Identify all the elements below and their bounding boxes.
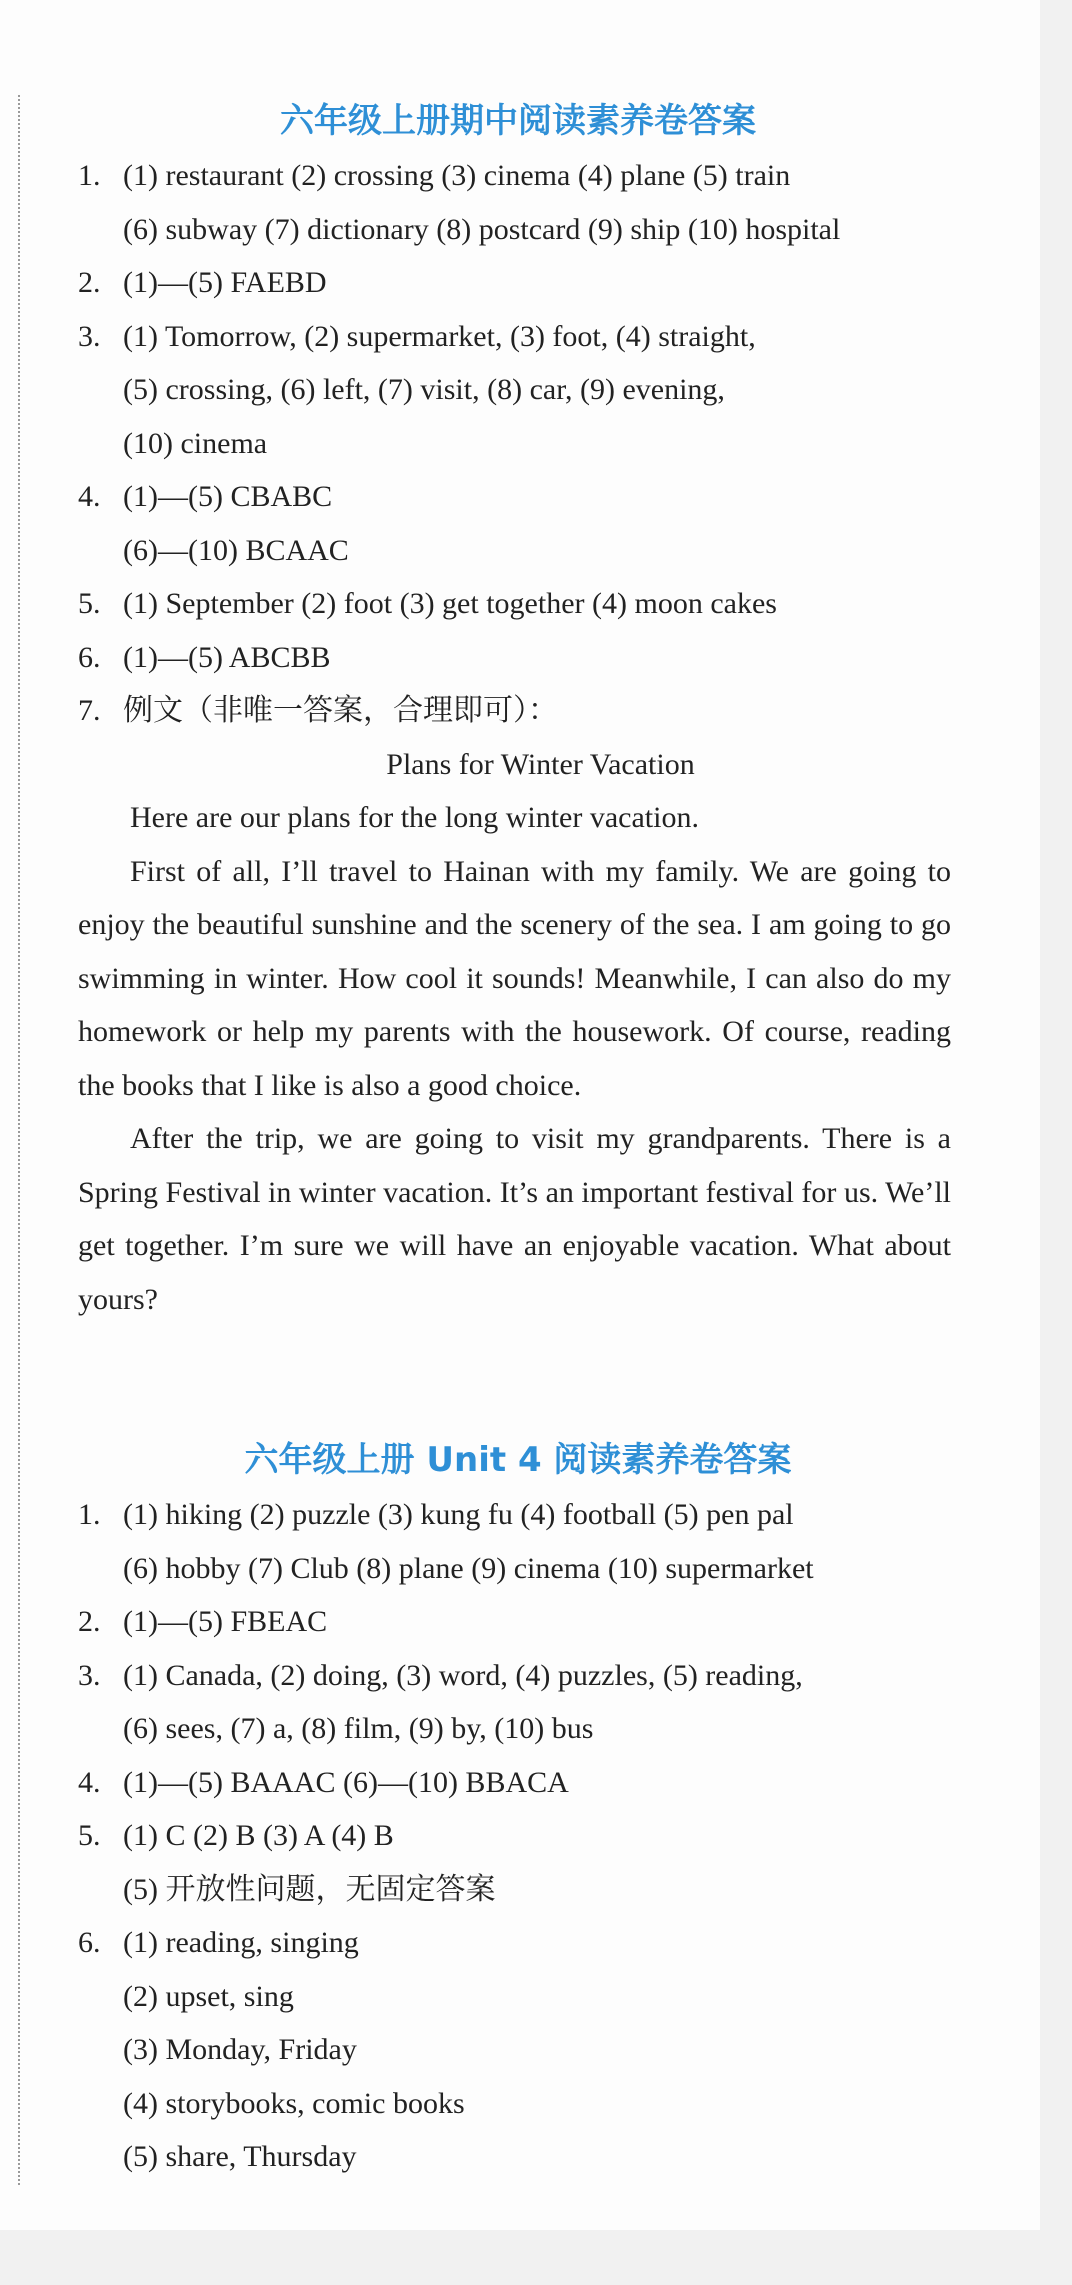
answer-line: 例文（非唯一答案，合理即可）： bbox=[123, 694, 558, 727]
answer-item bbox=[78, 1649, 958, 1756]
answer-line: (5) crossing, (6) left, (7) visit, (8) car, (9) evening, bbox=[123, 373, 725, 406]
item-number: 5. bbox=[78, 587, 101, 620]
answer-line: (2) upset, sing bbox=[123, 1979, 294, 2013]
answer-line: (3) Monday, Friday bbox=[123, 2033, 357, 2066]
answer-line: (6) subway (7) dictionary (8) postcard (9) ship (10) hospital bbox=[123, 212, 841, 246]
answer-line: (1) restaurant (2) crossing (3) cinema (4) plane (5) train bbox=[123, 159, 791, 192]
item-number: 1. bbox=[78, 1498, 101, 1531]
answer-item bbox=[78, 256, 958, 310]
answer-line: (10) cinema bbox=[123, 426, 268, 460]
answer-line: (5) 开放性问题，无固定答案 bbox=[123, 1872, 496, 1906]
answer-line: (1)—(5) BAAAC (6)—(10) BBACA bbox=[123, 1765, 569, 1799]
answer-line: (1)—(5) FAEBD bbox=[123, 266, 327, 299]
answer-item bbox=[78, 1756, 958, 1810]
essay-paragraph: After the trip, we are going to visit my grandparents. There is a Spring Festival in winter vacation. It’s an important festival for us. We’ll get together. I’m sure we will have an enjoyable vacation. What about yours? bbox=[78, 1122, 951, 1316]
essay-title: Plans for Winter Vacation bbox=[386, 747, 695, 781]
unit4-answers-section bbox=[78, 1432, 958, 2184]
answer-line: (1) hiking (2) puzzle (3) kung fu (4) football (5) pen pal bbox=[123, 1498, 794, 1531]
answer-item bbox=[78, 1595, 958, 1649]
answer-line: (1)—(5) FBEAC bbox=[123, 1605, 328, 1638]
answer-line: (1)—(5) ABCBB bbox=[123, 640, 331, 674]
answer-item bbox=[78, 684, 958, 738]
answer-item bbox=[78, 470, 958, 577]
answer-line: (1)—(5) CBABC bbox=[123, 480, 333, 513]
binding-margin-line bbox=[18, 95, 20, 2185]
item-number: 5. bbox=[78, 1819, 101, 1852]
item-number: 2. bbox=[78, 266, 101, 299]
section-title: 六年级上册 Unit 4 阅读素养卷答案 bbox=[244, 1440, 792, 1480]
answer-item bbox=[78, 1488, 958, 1595]
item-number: 4. bbox=[78, 1765, 101, 1799]
answer-line: (5) share, Thursday bbox=[123, 2140, 357, 2173]
answer-line: (1) Tomorrow, (2) supermarket, (3) foot, (4) straight, bbox=[123, 319, 756, 353]
answer-item bbox=[78, 1809, 958, 1916]
item-number: 3. bbox=[78, 1658, 101, 1692]
answer-item bbox=[78, 310, 958, 471]
answer-line: (6) hobby (7) Club (8) plane (9) cinema (10) supermarket bbox=[123, 1551, 814, 1585]
answer-item bbox=[78, 1916, 958, 2184]
answer-line: (1) September (2) foot (3) get together (4) moon cakes bbox=[123, 587, 777, 620]
answer-item bbox=[78, 577, 958, 631]
item-number: 6. bbox=[78, 1926, 101, 1959]
item-number: 6. bbox=[78, 640, 101, 674]
answer-line: (6) sees, (7) a, (8) film, (9) by, (10) bus bbox=[123, 1712, 594, 1745]
answer-line: (4) storybooks, comic books bbox=[123, 2086, 465, 2120]
answer-line: (1) Canada, (2) doing, (3) word, (4) puzzles, (5) reading, bbox=[123, 1658, 803, 1692]
answer-line: (6)—(10) BCAAC bbox=[123, 533, 349, 567]
midterm-answers-section bbox=[78, 93, 958, 1326]
item-number: 7. bbox=[78, 694, 101, 727]
answer-line: (1) C (2) B (3) A (4) B bbox=[123, 1819, 394, 1852]
section-title: 六年级上册期中阅读素养卷答案 bbox=[280, 101, 756, 141]
answer-item bbox=[78, 631, 958, 685]
item-number: 1. bbox=[78, 159, 101, 192]
essay-paragraph: First of all, I’ll travel to Hainan with my family. We are going to enjoy the beautiful sunshine and the scenery of the sea. I am going to go swimming in winter. How cool it sounds! Meanwhile, I can also do my homework or help my parents with the housework. Of course, reading the books that I like is also a good choice. bbox=[78, 854, 951, 1102]
item-number: 3. bbox=[78, 319, 101, 353]
essay-paragraph: Here are our plans for the long winter vacation. bbox=[130, 801, 699, 834]
answer-item bbox=[78, 149, 958, 256]
item-number: 4. bbox=[78, 480, 101, 513]
item-number: 2. bbox=[78, 1605, 101, 1638]
answer-line: (1) reading, singing bbox=[123, 1926, 359, 1959]
